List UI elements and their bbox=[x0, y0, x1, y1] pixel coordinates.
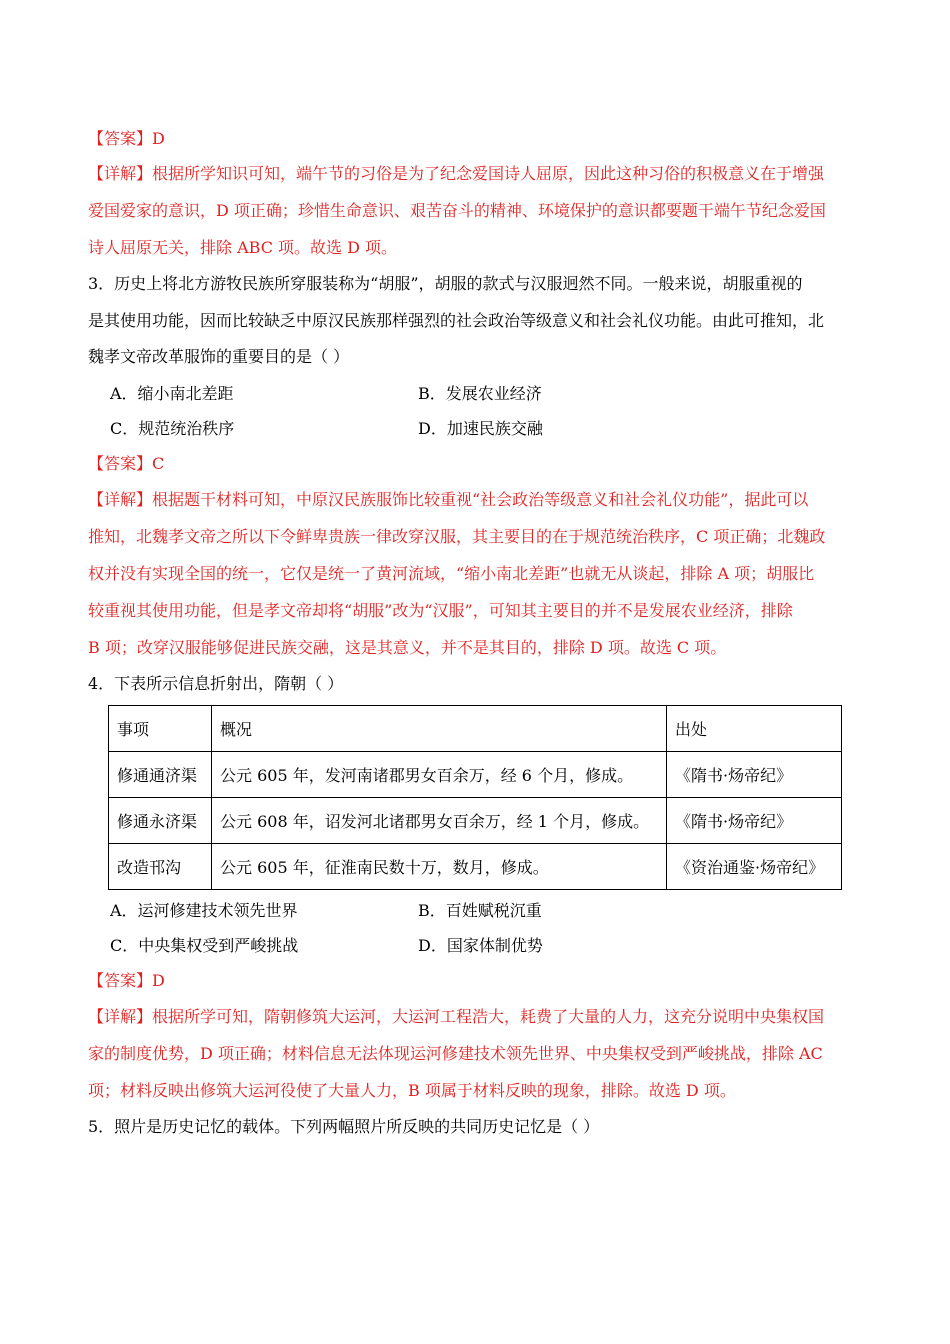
table-cell: 公元 608 年，诏发河北诸郡男女百余万，经 1 个月，修成。 bbox=[212, 798, 667, 844]
q3-answer: 【答案】C bbox=[88, 454, 165, 473]
q4-detail-line-1: 【详解】根据所学可知，隋朝修筑大运河，大运河工程浩大，耗费了大量的人力，这充分说明中央集权国 bbox=[88, 1007, 825, 1026]
table-cell: 《隋书·炀帝纪》 bbox=[667, 798, 842, 844]
q2-detail-line-3: 诗人屈原无关，排除 ABC 项。故选 D 项。 bbox=[88, 238, 398, 257]
q3-option-b: B．发展农业经济 bbox=[418, 384, 542, 403]
table-row bbox=[109, 844, 842, 890]
q3-detail-line-3: 权并没有实现全国的统一，它仅是统一了黄河流域，“缩小南北差距”也就无从谈起，排除 A 项；胡服比 bbox=[88, 564, 815, 583]
q3-stem-line-1: 3．历史上将北方游牧民族所穿服装称为“胡服”，胡服的款式与汉服迥然不同。一般来说，胡服重视的 bbox=[88, 274, 803, 293]
q4-answer: 【答案】D bbox=[88, 971, 165, 990]
q2-detail-line-2: 爱国爱家的意识，D 项正确；珍惜生命意识、艰苦奋斗的精神、环境保护的意识都要题干端午节纪念爱国 bbox=[88, 201, 826, 220]
table-cell: 修通永济渠 bbox=[109, 798, 212, 844]
q3-detail-line-4: 较重视其使用功能，但是孝文帝却将“胡服”改为“汉服”，可知其主要目的并不是发展农业经济，排除 bbox=[88, 601, 793, 620]
q3-option-a: A．缩小南北差距 bbox=[110, 384, 234, 403]
q3-option-d: D．加速民族交融 bbox=[418, 419, 543, 438]
q4-detail-line-3: 项；材料反映出修筑大运河役使了大量人力，B 项属于材料反映的现象，排除。故选 D 项。 bbox=[88, 1081, 736, 1100]
q4-option-c: C．中央集权受到严峻挑战 bbox=[110, 936, 299, 955]
q3-option-c: C．规范统治秩序 bbox=[110, 419, 235, 438]
table-cell: 《隋书·炀帝纪》 bbox=[667, 752, 842, 798]
table-header-cell: 概况 bbox=[212, 706, 667, 752]
table-cell: 《资治通鉴·炀帝纪》 bbox=[667, 844, 842, 890]
q5-stem: 5．照片是历史记忆的载体。下列两幅照片所反映的共同历史记忆是（ ） bbox=[88, 1117, 600, 1136]
table-header-cell: 出处 bbox=[667, 706, 842, 752]
q3-stem-line-3: 魏孝文帝改革服饰的重要目的是（ ） bbox=[88, 347, 350, 366]
q2-detail-line-1: 【详解】根据所学知识可知，端午节的习俗是为了纪念爱国诗人屈原，因此这种习俗的积极意义在于增强 bbox=[88, 164, 825, 183]
q4-detail-line-2: 家的制度优势，D 项正确；材料信息无法体现运河修建技术领先世界、中央集权受到严峻挑战，排除 AC bbox=[88, 1044, 823, 1063]
q2-answer: 【答案】D bbox=[88, 129, 165, 148]
table-cell: 公元 605 年，征淮南民数十万，数月，修成。 bbox=[212, 844, 667, 890]
q3-detail-line-5: B 项；改穿汉服能够促进民族交融，这是其意义，并不是其目的，排除 D 项。故选 C 项。 bbox=[88, 638, 727, 657]
q4-option-a: A．运河修建技术领先世界 bbox=[110, 901, 298, 920]
q4-info-table bbox=[108, 705, 842, 890]
table-header-cell: 事项 bbox=[109, 706, 212, 752]
table-cell: 公元 605 年，发河南诸郡男女百余万，经 6 个月，修成。 bbox=[212, 752, 667, 798]
q4-stem: 4．下表所示信息折射出，隋朝（ ） bbox=[88, 674, 344, 693]
q4-option-b: B．百姓赋税沉重 bbox=[418, 901, 542, 920]
q3-detail-line-2: 推知，北魏孝文帝之所以下令鲜卑贵族一律改穿汉服，其主要目的在于规范统治秩序，C 项正确；北魏政 bbox=[88, 527, 826, 546]
q4-option-d: D．国家体制优势 bbox=[418, 936, 543, 955]
table-row bbox=[109, 798, 842, 844]
q3-detail-line-1: 【详解】根据题干材料可知，中原汉民族服饰比较重视“社会政治等级意义和社会礼仪功能”，据此可以 bbox=[88, 490, 809, 509]
table-cell: 修通通济渠 bbox=[109, 752, 212, 798]
table-header-row bbox=[109, 706, 842, 752]
table-cell: 改造邗沟 bbox=[109, 844, 212, 890]
q3-stem-line-2: 是其使用功能，因而比较缺乏中原汉民族那样强烈的社会政治等级意义和社会礼仪功能。由此可推知，北 bbox=[88, 311, 825, 330]
table-row bbox=[109, 752, 842, 798]
